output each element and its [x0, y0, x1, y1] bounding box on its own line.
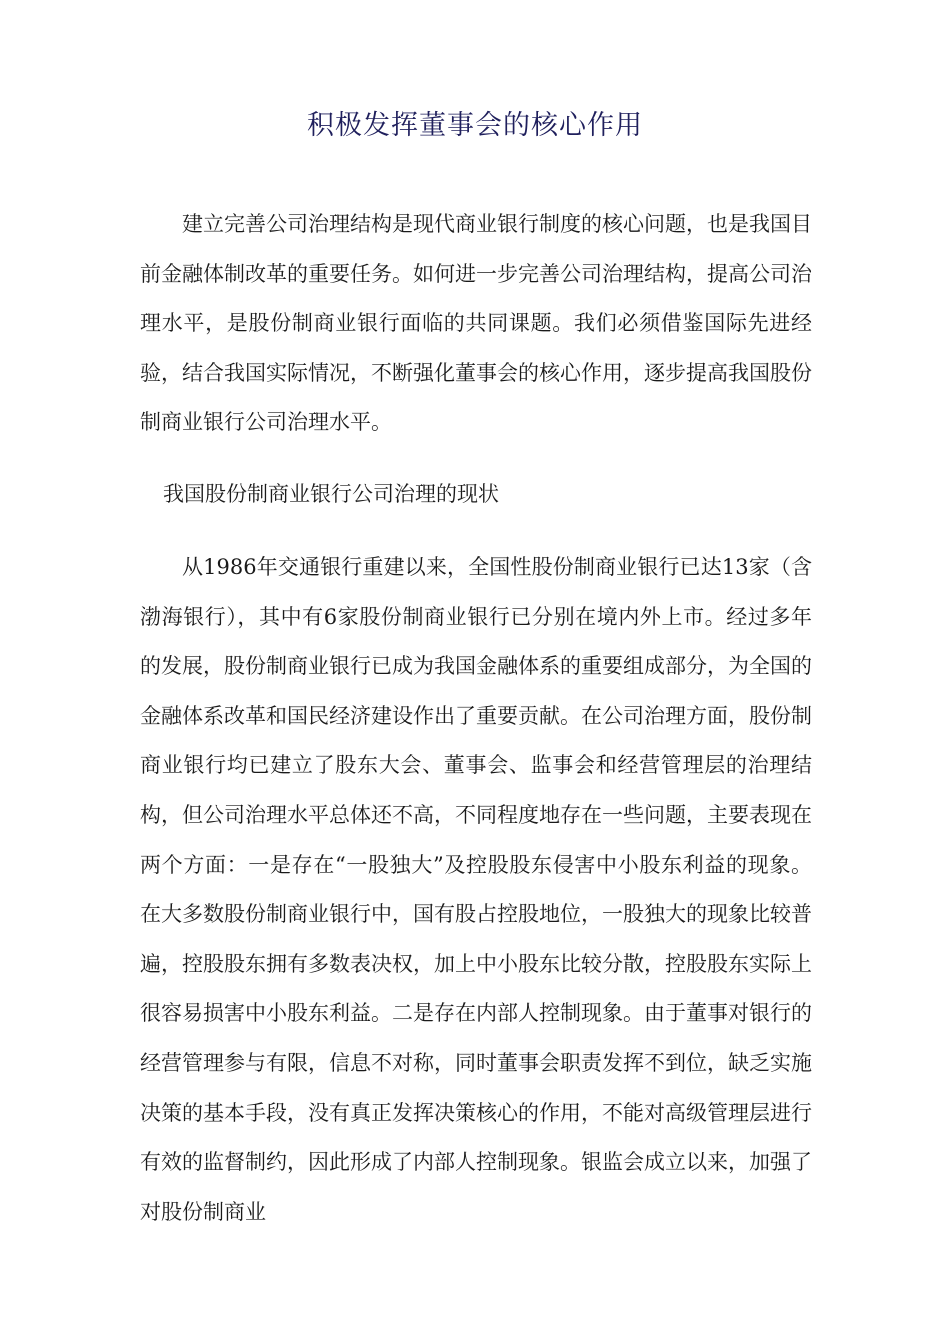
intro-paragraph: 建立完善公司治理结构是现代商业银行制度的核心问题，也是我国目前金融体制改革的重要任务。如何进一步完善公司治理结构，提高公司治理水平，是股份制商业银行面临的共同课题。我们必须借鉴国际先进经验，结合我国实际情况，不断强化董事会的核心作用，逐步提高我国股份制商业银行公司治理水平。 [140, 212, 812, 435]
document-title: 积极发挥董事会的核心作用 [307, 110, 643, 141]
body-paragraph: 从1986年交通银行重建以来，全国性股份制商业银行已达13家（含渤海银行），其中有6家股份制商业银行已分别在境内外上市。经过多年的发展，股份制商业银行已成为我国金融体系的重要组成部分，为全国的金融体系改革和国民经济建设作出了重要贡献。在公司治理方面，股份制商业银行均已建立了股东大会、董事会、监事会和经营管理层的治理结构，但公司治理水平总体还不高，不同程度地存在一些问题，主要表现在两个方面：一是存在“一股独大”及控股股东侵害中小股东利益的现象。在大多数股份制商业银行中，国有股占控股地位，一股独大的现象比较普遍，控股股东拥有多数表决权，加上中小股东比较分散，控股股东实际上很容易损害中小股东利益。二是存在内部人控制现象。由于董事对银行的经营管理参与有限，信息不对称，同时董事会职责发挥不到位，缺乏实施决策的基本手段，没有真正发挥决策核心的作用，不能对高级管理层进行有效的监督制约，因此形成了内部人控制现象。银监会成立以来，加强了对股份制商业 [140, 555, 812, 1224]
section-heading: 我国股份制商业银行公司治理的现状 [163, 482, 499, 506]
